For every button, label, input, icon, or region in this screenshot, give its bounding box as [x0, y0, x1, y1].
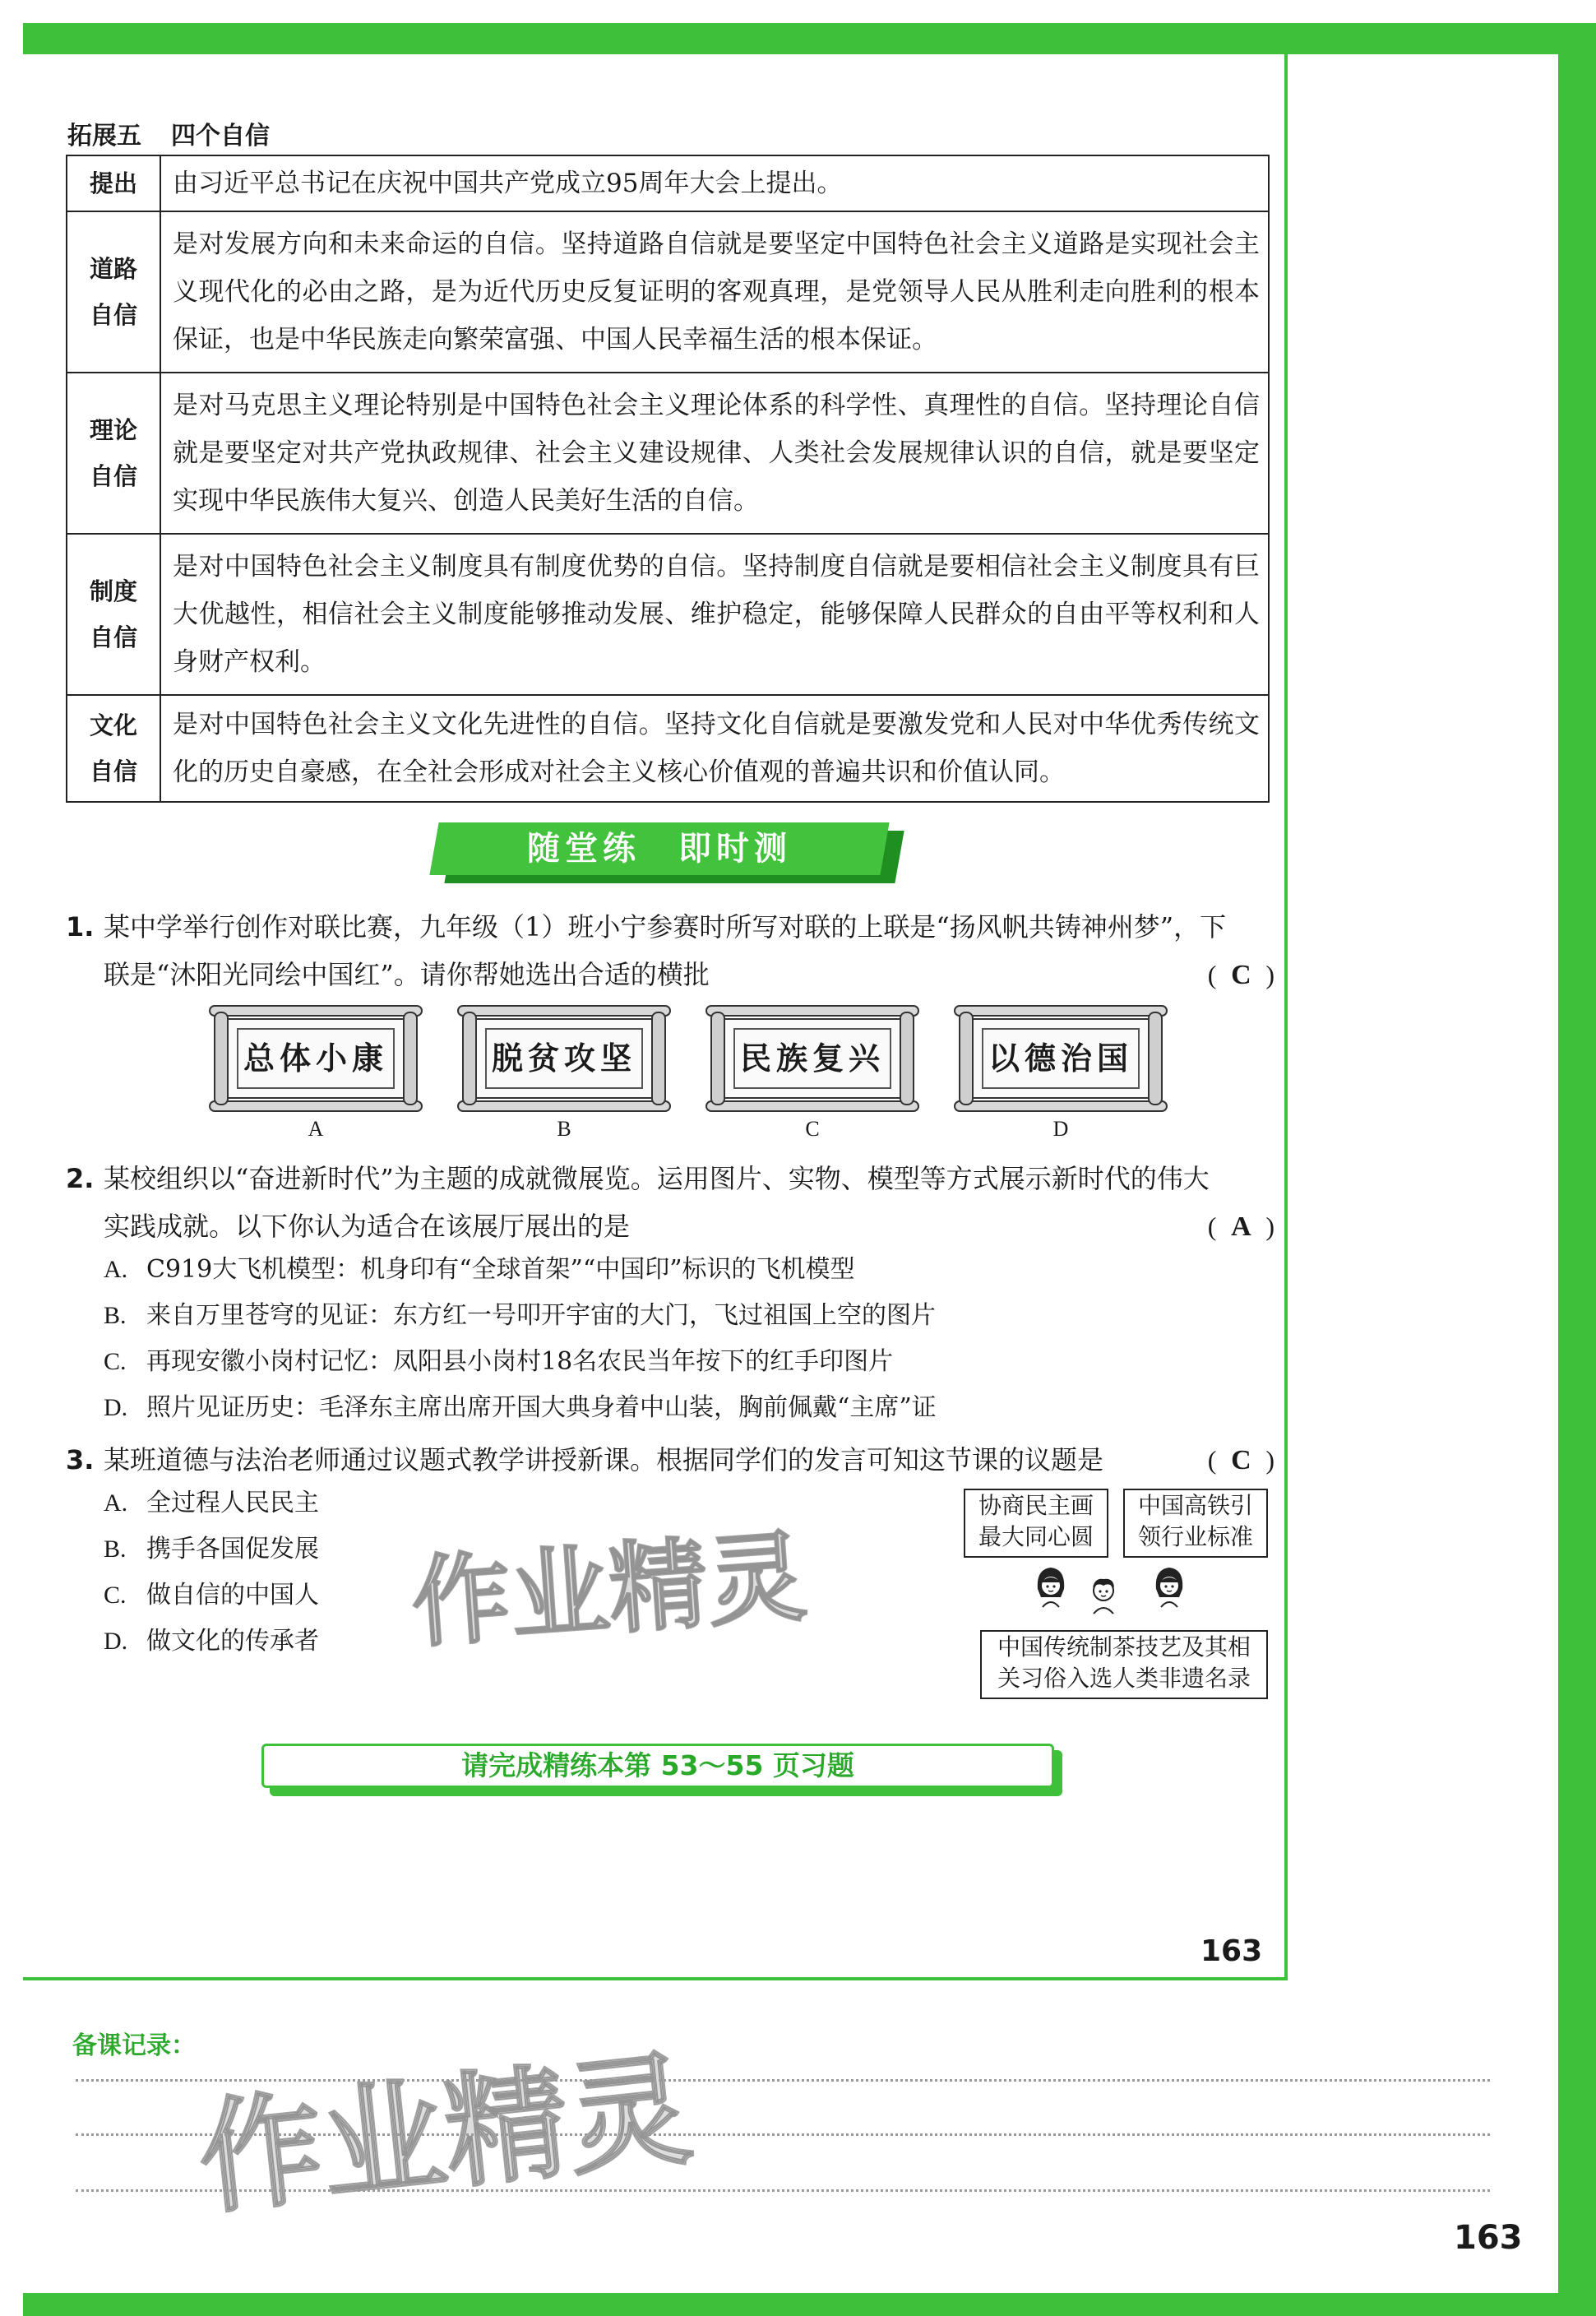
page-number-outer: 163 — [1454, 2219, 1523, 2257]
four-confidences-table — [66, 155, 1270, 803]
option-a: A. 全过程人民民主 — [104, 1489, 319, 1517]
row-text: 是对发展方向和未来命运的自信。坚持道路自信就是要坚定中国特色社会主义道路是实现社会主义现代化的必由之路，是为近代历史反复证明的客观真理，是党领导人民从胜利走向胜利的根本保证，也是中华民族走向繁荣富强、中国人民幸福生活的根本保证。 — [160, 211, 1269, 373]
page-number-inner: 163 — [1200, 1934, 1263, 1968]
student-girl-icon — [1151, 1564, 1187, 1610]
practice-prompt — [261, 1744, 1064, 1793]
scroll-option-b — [457, 1005, 671, 1112]
question-text: 某中学举行创作对联比赛，九年级（1）班小宁参赛时所写对联的上联是“扬风帆共铸神州梦”，下 — [104, 911, 1227, 943]
scroll-option-c — [705, 1005, 919, 1112]
student-boy-icon — [1085, 1573, 1122, 1619]
notes-line — [76, 2133, 1490, 2136]
answer: C — [1231, 1445, 1251, 1475]
option-d: D. 照片见证历史：毛泽东主席出席开国大典身着中山装，胸前佩戴“主席”证 — [104, 1393, 937, 1422]
answer: A — [1231, 1211, 1251, 1242]
table-row — [67, 211, 1269, 373]
row-key: 提出 — [67, 155, 160, 211]
table-row — [67, 534, 1269, 695]
scroll-label: B — [557, 1117, 571, 1141]
option-d: D. 做文化的传承者 — [104, 1627, 319, 1656]
question-text: 联是“沐阳光同绘中国红”。请你帮她选出合适的横批 — [104, 959, 710, 990]
scroll-text: 民族复兴 — [739, 1040, 885, 1077]
option-b: B. 来自万里苍穹的见证：东方红一号叩开宇宙的大门，飞过祖国上空的图片 — [104, 1301, 936, 1330]
scroll-option-a — [209, 1005, 423, 1112]
option-a: A. C919大飞机模型：机身印有“全球首架”“中国印”标识的飞机模型 — [104, 1255, 855, 1284]
answer-bracket: ( C ) — [1208, 1436, 1274, 1485]
scroll-option-d — [954, 1005, 1168, 1112]
speech-bubble: 协商民主画 最大同心圆 — [964, 1489, 1108, 1558]
question-text: 实践成就。以下你认为适合在该展厅展出的是 — [104, 1211, 631, 1242]
scroll-text: 总体小康 — [243, 1040, 388, 1077]
bottom-green-bar — [23, 2293, 1573, 2316]
question-text: 某班道德与法治老师通过议题式教学讲授新课。根据同学们的发言可知这节课的议题是 — [104, 1444, 1104, 1475]
watermark: 作业精灵 — [192, 2038, 698, 2232]
top-green-bar — [23, 23, 1577, 54]
question-number: 2. — [66, 1163, 95, 1194]
notes-line — [76, 2079, 1490, 2082]
question-2 — [66, 1155, 1274, 1250]
scroll-label: A — [308, 1117, 324, 1141]
answer: C — [1231, 960, 1251, 990]
notes-line — [76, 2189, 1490, 2192]
scroll-label: C — [805, 1117, 820, 1141]
row-text: 是对马克思主义理论特别是中国特色社会主义理论体系的科学性、真理性的自信。坚持理论自信就是要坚定对共产党执政规律、社会主义建设规律、人类社会发展规律认识的自信，就是要坚定实现中华民族伟大复兴、创造人民美好生活的自信。 — [160, 373, 1269, 534]
scroll-label: D — [1052, 1117, 1069, 1141]
question-number: 1. — [66, 911, 95, 943]
row-text: 由习近平总书记在庆祝中国共产党成立95周年大会上提出。 — [160, 155, 1269, 211]
option-c: C. 再现安徽小岗村记忆：凤阳县小岗村18名农民当年按下的红手印图片 — [104, 1347, 894, 1376]
scroll-text: 以德治国 — [988, 1040, 1133, 1077]
row-key: 道路 自信 — [67, 211, 160, 373]
speech-bubble: 中国传统制茶技艺及其相 关习俗入选人类非遗名录 — [980, 1630, 1268, 1699]
section-title — [67, 115, 270, 151]
section-label: 拓展五 — [67, 122, 141, 151]
speech-bubble: 中国高铁引 领行业标准 — [1123, 1489, 1268, 1558]
inner-frame-vertical-line — [1284, 54, 1288, 1979]
answer-bracket: ( A ) — [1208, 1202, 1274, 1251]
answer-bracket: ( C ) — [1208, 951, 1274, 999]
notes-label: 备课记录： — [72, 2031, 196, 2060]
section-heading: 四个自信 — [171, 122, 270, 151]
question-text: 某校组织以“奋进新时代”为主题的成就微展览。运用图片、实物、模型等方式展示新时代的伟大 — [104, 1163, 1210, 1194]
practice-prompt-text: 请完成精练本第 53～55 页习题 — [261, 1744, 1054, 1788]
question-3 — [66, 1436, 1274, 1484]
row-key: 制度 自信 — [67, 534, 160, 695]
option-c: C. 做自信的中国人 — [104, 1581, 319, 1610]
question-number: 3. — [66, 1444, 95, 1475]
inner-frame-horizontal-line — [23, 1977, 1288, 1980]
row-text: 是对中国特色社会主义文化先进性的自信。坚持文化自信就是要激发党和人民对中华优秀传统文化的历史自豪感，在全社会形成对社会主义核心价值观的普遍共识和价值认同。 — [160, 695, 1269, 802]
table-row — [67, 155, 1269, 211]
student-girl-icon — [1033, 1564, 1069, 1610]
table-row — [67, 373, 1269, 534]
scroll-text: 脱贫攻坚 — [491, 1040, 636, 1077]
row-key: 文化 自信 — [67, 695, 160, 802]
watermark: 作业精灵 — [408, 1520, 810, 1662]
table-row — [67, 695, 1269, 802]
practice-banner — [434, 822, 895, 882]
right-green-bar — [1558, 23, 1596, 2316]
row-key: 理论 自信 — [67, 373, 160, 534]
question-1 — [66, 903, 1274, 998]
banner-title: 随堂练 即时测 — [527, 830, 792, 868]
option-b: B. 携手各国促发展 — [104, 1535, 319, 1563]
row-text: 是对中国特色社会主义制度具有制度优势的自信。坚持制度自信就是要相信社会主义制度具有巨大优越性，相信社会主义制度能够推动发展、维护稳定，能够保障人民群众的自由平等权利和人身财产权利。 — [160, 534, 1269, 695]
